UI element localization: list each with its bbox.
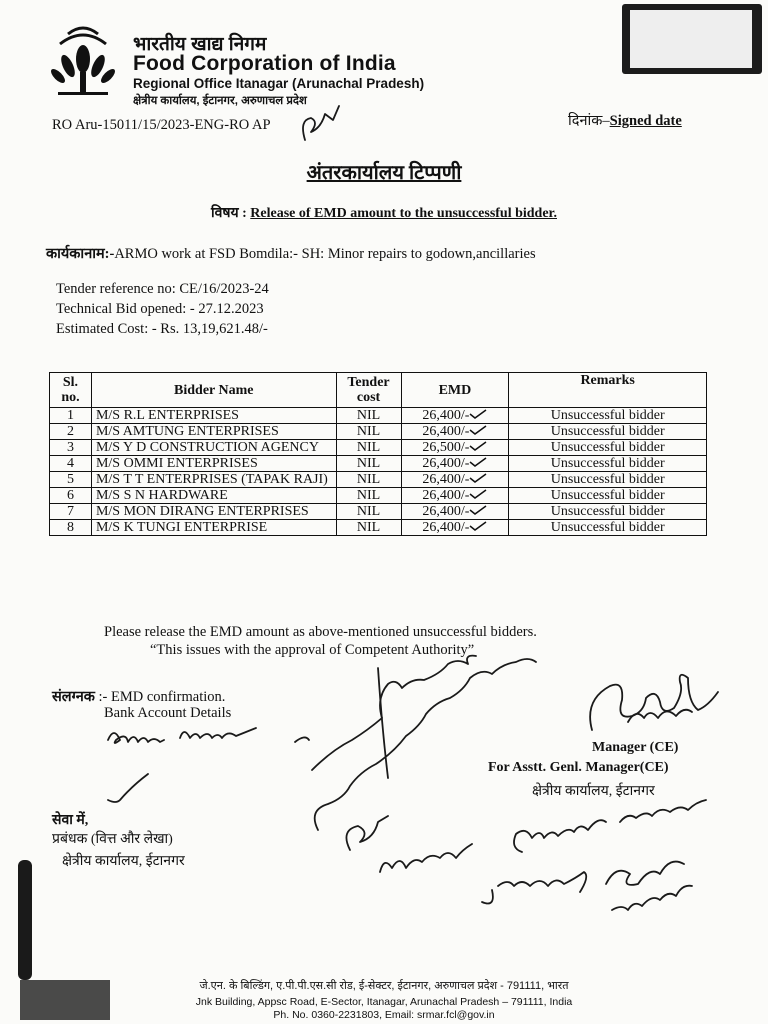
technical-bid-opened: Technical Bid opened: - 27.12.2023 bbox=[56, 301, 264, 317]
row-sl-text: 6 bbox=[66, 488, 74, 503]
row-sl bbox=[50, 504, 92, 520]
table-row bbox=[50, 520, 707, 536]
signatory-for-line: For Asstt. Genl. Manager(CE) bbox=[488, 760, 669, 775]
row-bidder-name-text: M/S T T ENTERPRISES (TAPAK RAJI) bbox=[95, 472, 328, 487]
cashier-note-scribble bbox=[514, 800, 706, 852]
signatory-office: क्षेत्रीय कार्यालय, ईटानगर bbox=[532, 784, 655, 799]
manager-date-scribble bbox=[628, 710, 692, 722]
center-date-scribble bbox=[346, 816, 472, 872]
table-row bbox=[50, 488, 707, 504]
bidders-table bbox=[49, 372, 707, 536]
work-text: ARMO work at FSD Bomdila:- SH: Minor repairs to godown,ancillaries bbox=[114, 246, 536, 262]
table-row bbox=[50, 504, 707, 520]
org-name-hindi: भारतीय खाद्य निगम bbox=[133, 34, 267, 55]
date-value: Signed date bbox=[609, 113, 682, 129]
tick-icon bbox=[469, 505, 487, 515]
footer-contact: Ph. No. 0360-2231803, Email: srmar.fcl@gov.in bbox=[273, 1009, 495, 1021]
addressee-label: सेवा में, bbox=[52, 813, 89, 828]
row-emd bbox=[401, 472, 509, 488]
row-bidder-name bbox=[91, 456, 336, 472]
row-bidder-name-text: M/S AMTUNG ENTERPRISES bbox=[95, 424, 279, 439]
row-emd-text: 26,500/- bbox=[422, 440, 470, 455]
release-request: Please release the EMD amount as above-mentioned unsuccessful bidders. bbox=[104, 624, 537, 640]
fci-logo bbox=[38, 14, 128, 104]
row-bidder-name bbox=[91, 488, 336, 504]
vertical-stroke bbox=[378, 668, 388, 778]
payment-note-scribble bbox=[315, 659, 536, 830]
row-tender-cost bbox=[336, 408, 401, 424]
table-body bbox=[50, 408, 707, 536]
row-tender-cost-text: NIL bbox=[356, 504, 381, 519]
row-emd-text: 26,400/- bbox=[422, 520, 470, 535]
row-sl-text: 7 bbox=[66, 504, 74, 519]
regional-office-english: Regional Office Itanagar (Arunachal Pradesh) bbox=[133, 76, 425, 91]
tick-icon bbox=[469, 441, 487, 451]
row-tender-cost-text: NIL bbox=[356, 408, 381, 423]
row-sl bbox=[50, 408, 92, 424]
manager-signature bbox=[590, 675, 718, 730]
footer-address-hindi: जे.एन. के बिल्डिंग, ए.पी.पी.एस.सी रोड, ई-सेक्टर, ईटानगर, अरुणाचल प्रदेश - 791111, भारत bbox=[199, 980, 569, 992]
row-bidder-name bbox=[91, 504, 336, 520]
row-sl bbox=[50, 488, 92, 504]
org-name-english: Food Corporation of India bbox=[133, 52, 396, 75]
row-tender-cost bbox=[336, 440, 401, 456]
row-bidder-name-text: M/S MON DIRANG ENTERPRISES bbox=[95, 504, 309, 519]
table-row bbox=[50, 440, 707, 456]
tick-icon bbox=[469, 425, 487, 435]
row-tender-cost bbox=[336, 424, 401, 440]
tick-icon bbox=[469, 489, 487, 499]
row-sl-text: 3 bbox=[66, 440, 74, 455]
tender-reference: Tender reference no: CE/16/2023-24 bbox=[56, 281, 269, 297]
regional-office-hindi: क्षेत्रीय कार्यालय, ईटानगर, अरुणाचल प्रदेश bbox=[133, 95, 307, 107]
row-emd bbox=[401, 520, 509, 536]
scan-edge-mark bbox=[18, 860, 32, 980]
estimated-cost: Estimated Cost: - Rs. 13,19,621.48/- bbox=[56, 321, 268, 337]
row-emd-text: 26,400/- bbox=[422, 456, 470, 471]
approval-note: “This issues with the approval of Competent Authority” bbox=[150, 642, 475, 658]
row-bidder-name-text: M/S S N HARDWARE bbox=[95, 488, 228, 503]
row-tender-cost bbox=[336, 472, 401, 488]
subject-line bbox=[0, 203, 768, 222]
tick-icon bbox=[469, 457, 487, 467]
addressee-line-1: प्रबंधक (वित्त और लेखा) bbox=[52, 832, 173, 847]
row-remarks-text: Unsuccessful bidder bbox=[550, 408, 665, 423]
row-emd-text: 26,400/- bbox=[422, 488, 470, 503]
header-tender-cost: Tender cost bbox=[336, 373, 401, 408]
row-sl bbox=[50, 440, 92, 456]
row-emd-text: 26,400/- bbox=[422, 424, 470, 439]
tick-icon bbox=[469, 521, 487, 531]
subject-label: विषय : bbox=[210, 206, 247, 221]
row-remarks bbox=[509, 440, 707, 456]
row-tender-cost-text: NIL bbox=[356, 520, 381, 535]
row-sl-text: 4 bbox=[66, 456, 74, 471]
row-remarks bbox=[509, 472, 707, 488]
annex-note-scribble bbox=[108, 728, 256, 743]
table-row bbox=[50, 456, 707, 472]
row-remarks-text: Unsuccessful bidder bbox=[550, 488, 665, 503]
row-remarks-text: Unsuccessful bidder bbox=[550, 504, 665, 519]
document-title: अंतरकार्यालय टिप्पणी bbox=[306, 162, 462, 184]
row-sl bbox=[50, 424, 92, 440]
row-remarks-text: Unsuccessful bidder bbox=[550, 456, 665, 471]
header-emd: EMD bbox=[401, 373, 509, 408]
enclosures-label: संलग्नक bbox=[52, 689, 95, 705]
row-remarks bbox=[509, 488, 707, 504]
table-row bbox=[50, 472, 707, 488]
forward-note-scribble bbox=[295, 656, 476, 770]
row-emd bbox=[401, 440, 509, 456]
row-bidder-name bbox=[91, 440, 336, 456]
row-tender-cost-text: NIL bbox=[356, 424, 381, 439]
reference-number: RO Aru-15011/15/2023-ENG-RO AP bbox=[52, 117, 271, 133]
bank-details: Bank Account Details bbox=[104, 705, 232, 721]
row-remarks-text: Unsuccessful bidder bbox=[550, 424, 665, 439]
enclosures-text: :- EMD confirmation. bbox=[98, 689, 226, 705]
row-emd-text: 26,400/- bbox=[422, 504, 470, 519]
row-emd bbox=[401, 504, 509, 520]
row-sl-text: 5 bbox=[66, 472, 74, 487]
row-bidder-name bbox=[91, 520, 336, 536]
work-label: कार्यकानाम:- bbox=[46, 246, 115, 262]
row-emd-text: 26,400/- bbox=[422, 472, 470, 487]
row-emd-text: 26,400/- bbox=[422, 408, 470, 423]
work-line bbox=[46, 243, 536, 263]
second-sign-scribble bbox=[606, 862, 692, 910]
addressee-line-2: क्षेत्रीय कार्यालय, ईटानगर bbox=[62, 854, 185, 869]
row-sl bbox=[50, 520, 92, 536]
row-tender-cost bbox=[336, 488, 401, 504]
row-sl-text: 2 bbox=[66, 424, 74, 439]
row-sl-text: 1 bbox=[66, 408, 74, 423]
row-sl bbox=[50, 472, 92, 488]
footer-address-english: Jnk Building, Appsc Road, E-Sector, Itanagar, Arunachal Pradesh – 791111, India bbox=[195, 996, 573, 1008]
row-tender-cost-text: NIL bbox=[356, 472, 381, 487]
tick-icon bbox=[469, 409, 487, 419]
table-header-row bbox=[50, 373, 707, 408]
row-bidder-name-text: M/S Y D CONSTRUCTION AGENCY bbox=[95, 440, 319, 455]
ref-initials-scribble bbox=[303, 106, 339, 140]
table-row bbox=[50, 408, 707, 424]
subject-text: Release of EMD amount to the unsuccessful bidder. bbox=[250, 206, 557, 221]
row-bidder-name-text: M/S OMMI ENTERPRISES bbox=[95, 456, 258, 471]
row-remarks bbox=[509, 456, 707, 472]
row-emd bbox=[401, 408, 509, 424]
jeremy-scribble bbox=[482, 872, 586, 904]
row-emd bbox=[401, 488, 509, 504]
header-remarks: Remarks bbox=[509, 373, 707, 408]
row-tender-cost-text: NIL bbox=[356, 488, 381, 503]
tick-icon bbox=[469, 473, 487, 483]
enclosures-line bbox=[52, 686, 225, 706]
row-bidder-name-text: M/S R.L ENTERPRISES bbox=[95, 408, 239, 423]
row-remarks-text: Unsuccessful bidder bbox=[550, 472, 665, 487]
row-remarks bbox=[509, 504, 707, 520]
row-tender-cost-text: NIL bbox=[356, 440, 381, 455]
row-remarks bbox=[509, 520, 707, 536]
date-field bbox=[568, 110, 682, 130]
row-bidder-name bbox=[91, 408, 336, 424]
check-mark bbox=[108, 774, 148, 802]
row-bidder-name bbox=[91, 424, 336, 440]
row-remarks-text: Unsuccessful bidder bbox=[550, 520, 665, 535]
row-emd bbox=[401, 424, 509, 440]
row-tender-cost bbox=[336, 456, 401, 472]
table-row bbox=[50, 424, 707, 440]
signatory-designation: Manager (CE) bbox=[592, 740, 679, 755]
row-tender-cost bbox=[336, 520, 401, 536]
row-sl bbox=[50, 456, 92, 472]
row-bidder-name bbox=[91, 472, 336, 488]
row-remarks bbox=[509, 408, 707, 424]
row-remarks bbox=[509, 424, 707, 440]
row-tender-cost bbox=[336, 504, 401, 520]
header-sl: Sl. no. bbox=[50, 373, 92, 408]
row-sl-text: 8 bbox=[66, 520, 74, 535]
row-bidder-name-text: M/S K TUNGI ENTERPRISE bbox=[95, 520, 268, 535]
row-emd bbox=[401, 456, 509, 472]
corner-stamp-mark bbox=[622, 4, 762, 74]
date-label: दिनांक– bbox=[568, 113, 610, 129]
row-tender-cost-text: NIL bbox=[356, 456, 381, 471]
row-remarks-text: Unsuccessful bidder bbox=[550, 440, 665, 455]
header-bidder: Bidder Name bbox=[91, 373, 336, 408]
